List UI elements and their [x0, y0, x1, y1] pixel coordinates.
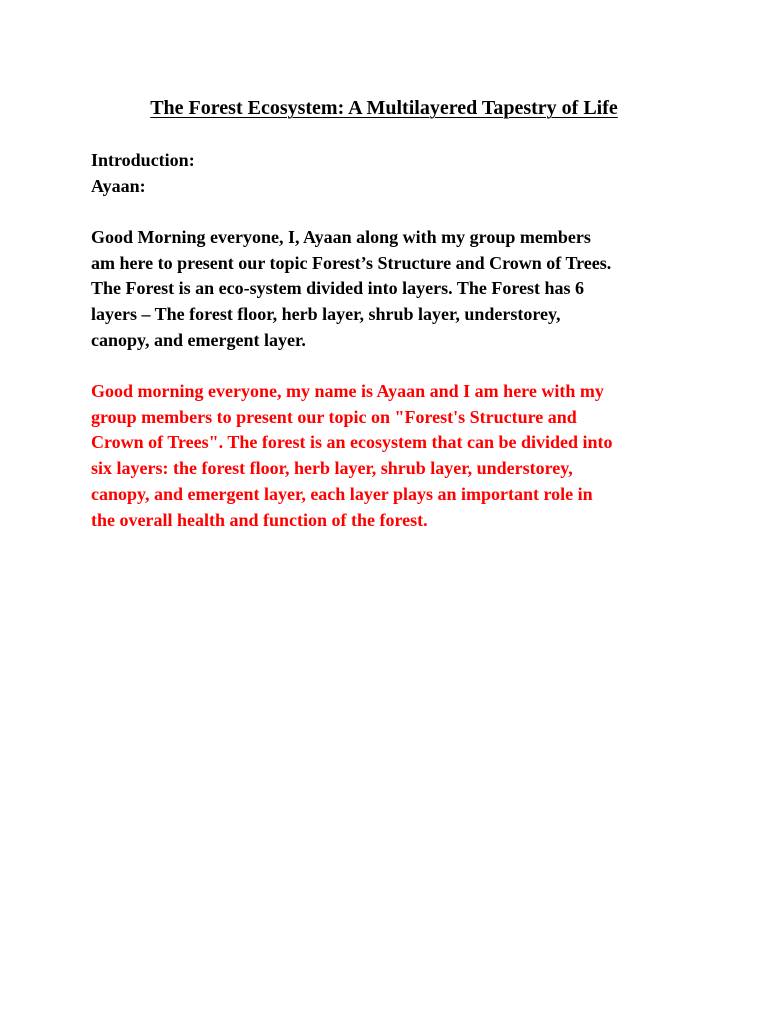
paragraph-line: canopy, and emergent layer. — [91, 329, 306, 350]
paragraph-line: Good morning everyone, my name is Ayaan and I am here with my — [91, 381, 604, 401]
paragraph-line: am here to present our topic Forest’s Structure and Crown of Trees. — [91, 252, 612, 273]
paragraph-line: six layers: the forest floor, herb layer, shrub layer, understorey, — [91, 458, 573, 479]
paragraph-line: layers – The forest floor, herb layer, shrub layer, understorey, — [91, 304, 561, 325]
paragraph-line: canopy, and emergent layer, each layer plays an important role in — [91, 483, 593, 504]
paragraph-line: The Forest is an eco-system divided into layers. The Forest has 6 — [91, 278, 584, 299]
paragraph-line: Good Morning everyone, I, Ayaan along with my group members — [91, 227, 591, 247]
speaker-name: Ayaan: — [91, 176, 146, 196]
introduction-heading: Introduction: — [91, 150, 195, 170]
paragraph-revised — [91, 379, 691, 533]
paragraph-line: Crown of Trees". The forest is an ecosystem that can be divided into — [91, 432, 613, 453]
document-title: The Forest Ecosystem: A Multilayered Tapestry of Life — [150, 97, 618, 119]
paragraph-line: the overall health and function of the forest. — [91, 509, 428, 530]
paragraph-original — [91, 225, 691, 354]
paragraph-line: group members to present our topic on "Forest's Structure and — [91, 406, 577, 427]
